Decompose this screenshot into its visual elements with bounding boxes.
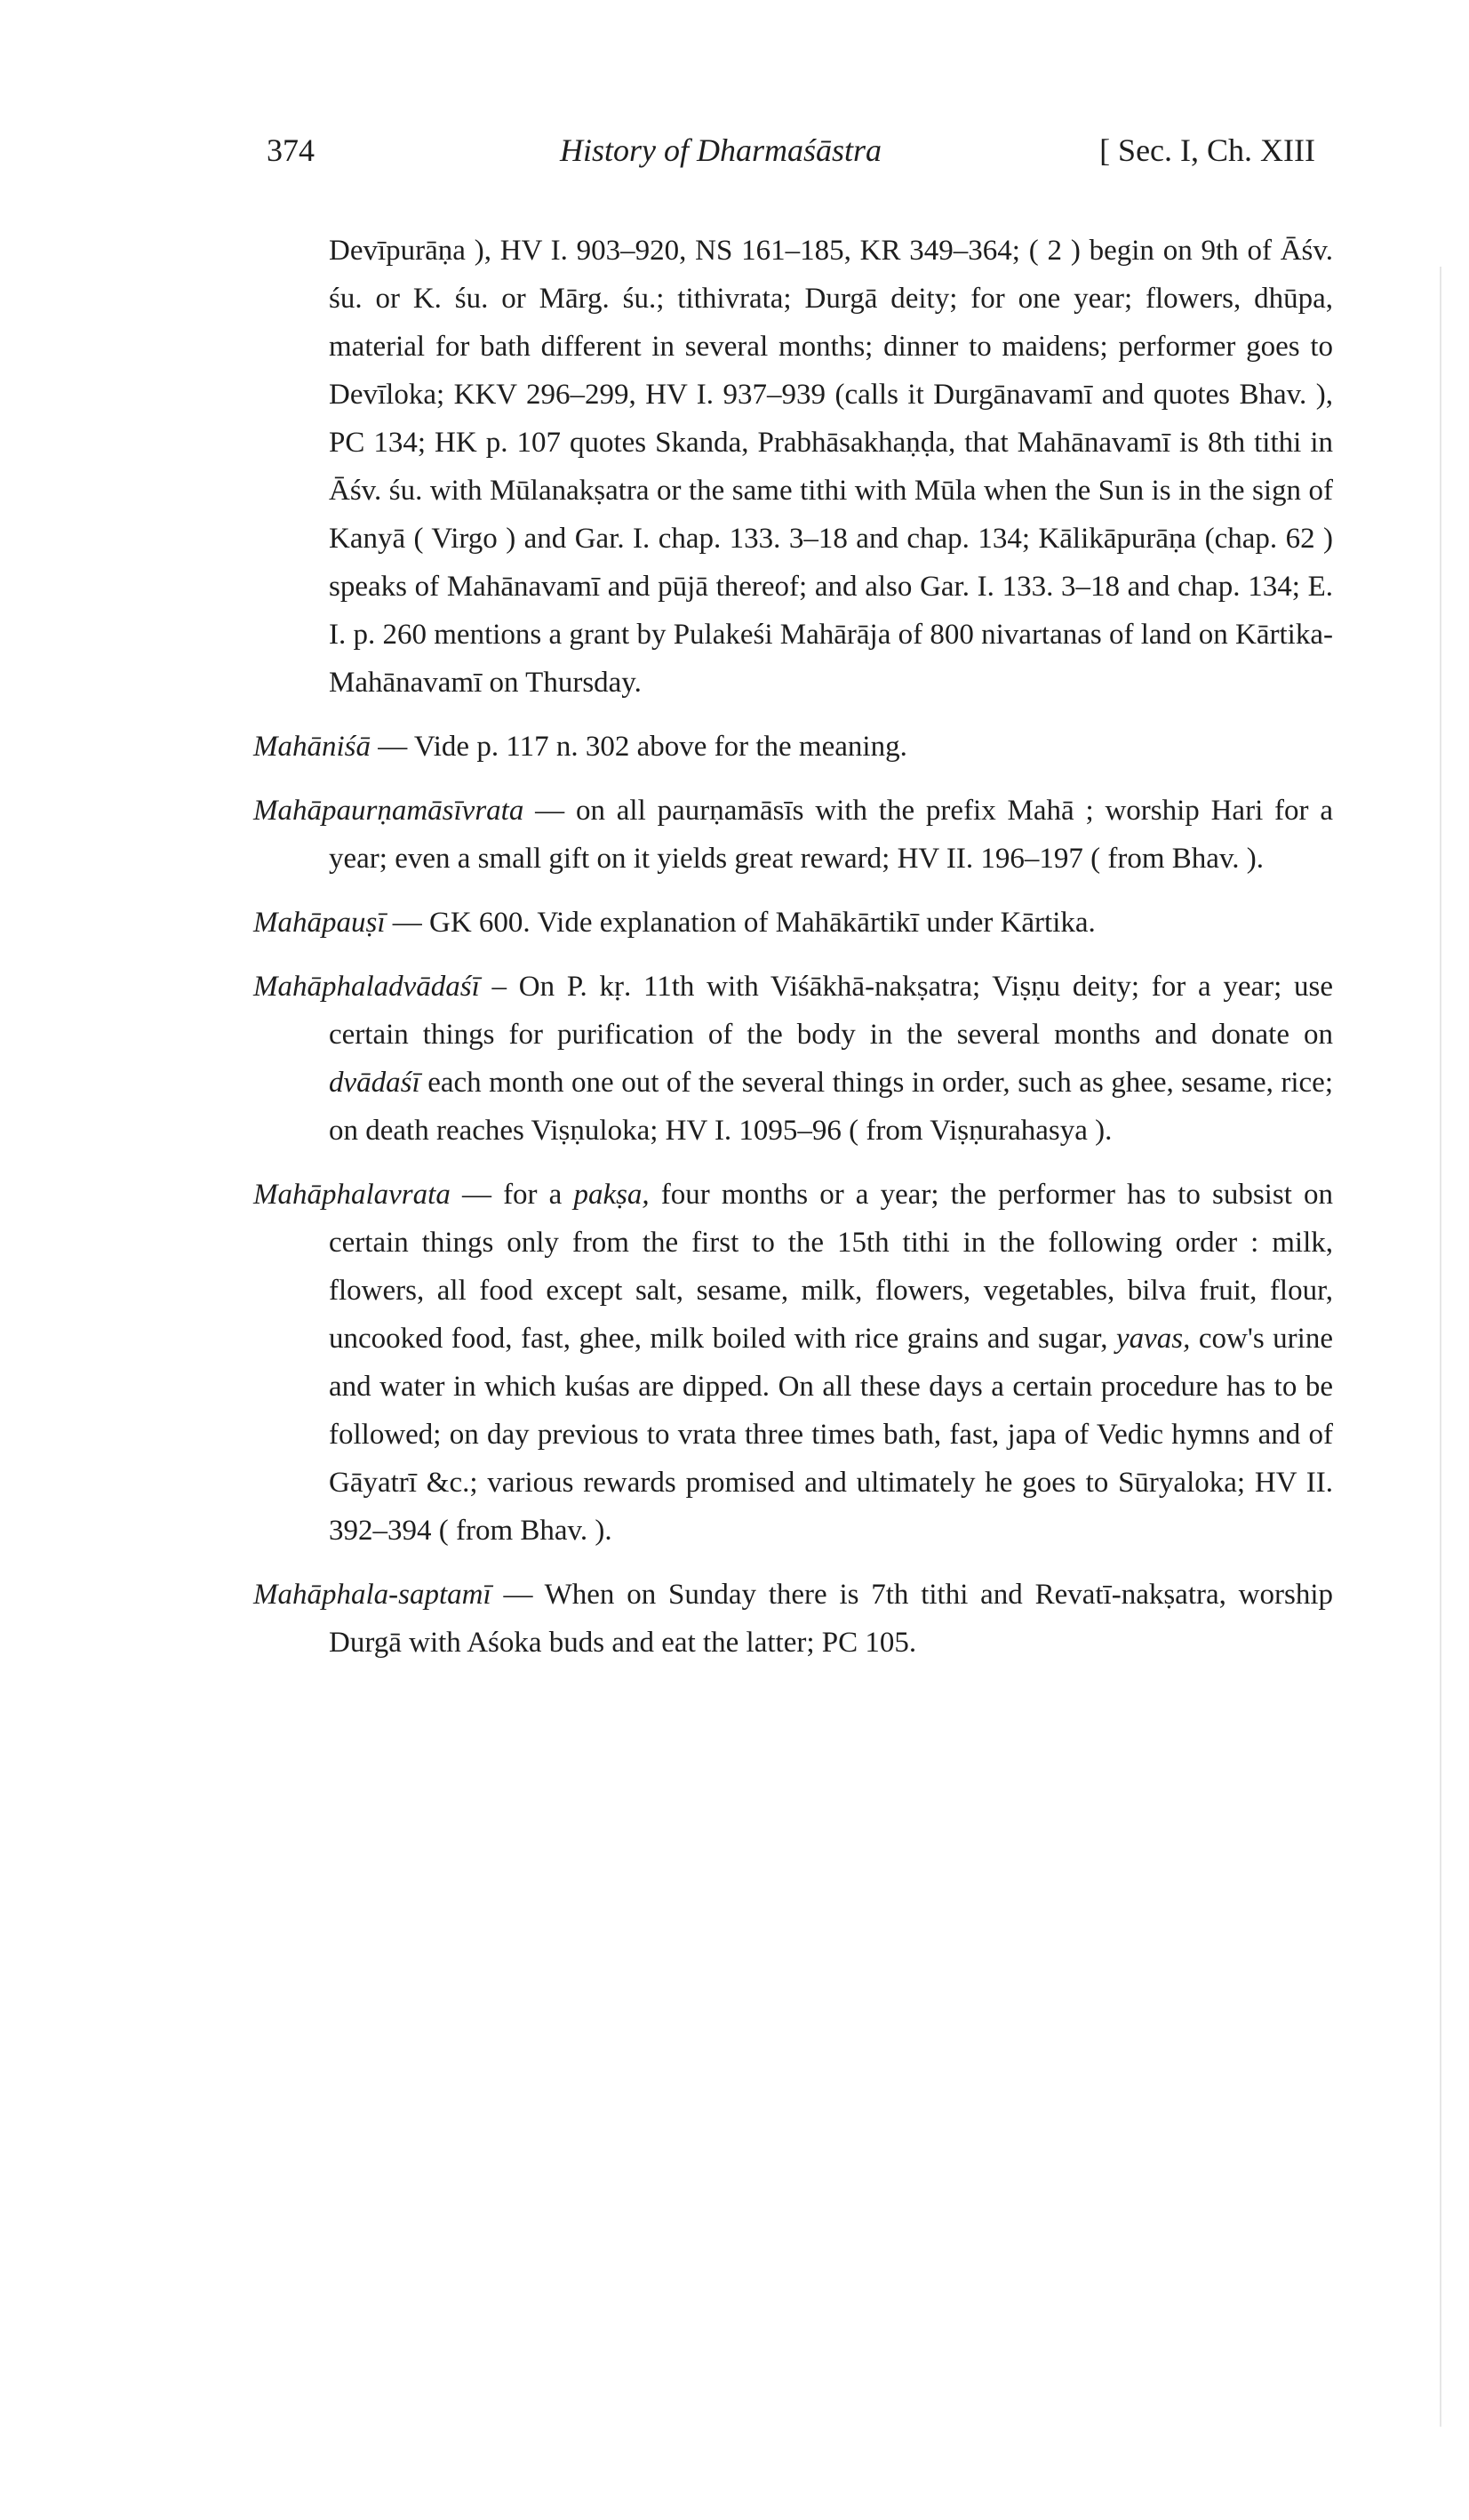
entry-headword: Mahāpaurṇamāsīvrata: [253, 795, 524, 827]
entry-italic-term: pakṣa,: [573, 1179, 650, 1211]
entry-mahapaushi: [253, 899, 1333, 947]
entry-text: — on all paurṇamāsīs with the prefix Mahā ; worship Hari for a year; even a small gift on it yields great reward; HV II. 196–197 ( from Bhav. ).: [329, 795, 1333, 875]
entry-mahaphaladvadashi: [253, 963, 1333, 1155]
entry-text: cow's urine and water in which kuśas are dipped. On all these days a certain procedure has to be followed; on day previous to vrata three times bath, fast, japa of Vedic hymns and of Gāyatrī &c.; various rewards promised and ultimately he goes to Sūryaloka; HV II. 392–394 ( from Bhav. ).: [329, 1323, 1333, 1547]
continued-entry-text: Devīpurāṇa ), HV I. 903–920, NS 161–185, KR 349–364; ( 2 ) begin on 9th of Āśv. śu. or K. śu. or Mārg. śu.; tithivrata; Durgā deity; for one year; flowers, dhūpa, material for bath different in several months; dinner to maidens; performer goes to Devīloka; KKV 296–299, HV I. 937–939 (calls it Durgānavamī and quotes Bhav. ), PC 134; HK p. 107 quotes Skanda, Prabhāsakhaṇḍa, that Mahānavamī is 8th tithi in Āśv. śu. with Mūlanakṣatra or the same tithi with Mūla when the Sun is in the sign of Kanyā ( Virgo ) and Gar. I. chap. 133. 3–18 and chap. 134; Kālikāpurāṇa (chap. 62 ) speaks of Mahānavamī and pūjā thereof; and also Gar. I. 133. 3–18 and chap. 134; E. I. p. 260 mentions a grant by Pulakeśi Mahārāja of 800 nivartanas of land on Kārtika-Mahānavamī on Thursday.: [329, 235, 1333, 699]
entry-headword: Mahāniśā: [253, 731, 371, 763]
entry-headword: Mahāpauṣī: [253, 907, 386, 939]
entry-text: — for a: [450, 1179, 574, 1211]
running-title: History of Dharmaśāstra: [560, 132, 882, 168]
entry-italic-term: yavas,: [1115, 1323, 1191, 1355]
entry-mahapaurnamasivrata: [253, 787, 1333, 883]
entry-mahaphalavrata: [253, 1171, 1333, 1555]
entry-text: – On P. kṛ. 11th with Viśākhā-nakṣatra; Viṣṇu deity; for a year; use certain things for purification of the body in the several months and donate on: [329, 971, 1333, 1051]
entry-headword: Mahāphalavrata: [253, 1179, 451, 1211]
scan-edge-line: [1440, 267, 1441, 2427]
entry-headword: Mahāphala-saptamī: [253, 1579, 491, 1611]
entry-text: — GK 600. Vide explanation of Mahākārtikī under Kārtika.: [385, 907, 1096, 939]
entry-mahanisha: [253, 723, 1333, 771]
entry-text: — When on Sunday there is 7th tithi and Revatī-nakṣatra, worship Durgā with Aśoka buds and eat the latter; PC 105.: [329, 1579, 1333, 1659]
entry-mahaphala-saptami: [253, 1571, 1333, 1667]
entry-headword: Mahāphaladvādaśī: [253, 971, 480, 1003]
entry-italic-term: dvādaśī: [329, 1067, 420, 1099]
page-number: 374: [267, 132, 315, 168]
entry-text: each month one out of the several things in order, such as ghee, sesame, rice; on death reaches Viṣṇuloka; HV I. 1095–96 ( from Viṣṇurahasya ).: [329, 1067, 1333, 1147]
page-body: [253, 227, 1333, 1667]
page-header: [267, 132, 1315, 185]
entry-text: four months or a year; the performer has to subsist on certain things only from the first to the 15th tithi in the following order : milk, flowers, all food except salt, sesame, milk, flowers, vegetables, bilva fruit, flour, uncooked food, fast, ghee, milk boiled with rice grains and sugar,: [329, 1179, 1333, 1355]
entry-text: — Vide p. 117 n. 302 above for the meaning.: [371, 731, 907, 763]
section-reference: [ Sec. I, Ch. XIII: [1099, 132, 1315, 168]
